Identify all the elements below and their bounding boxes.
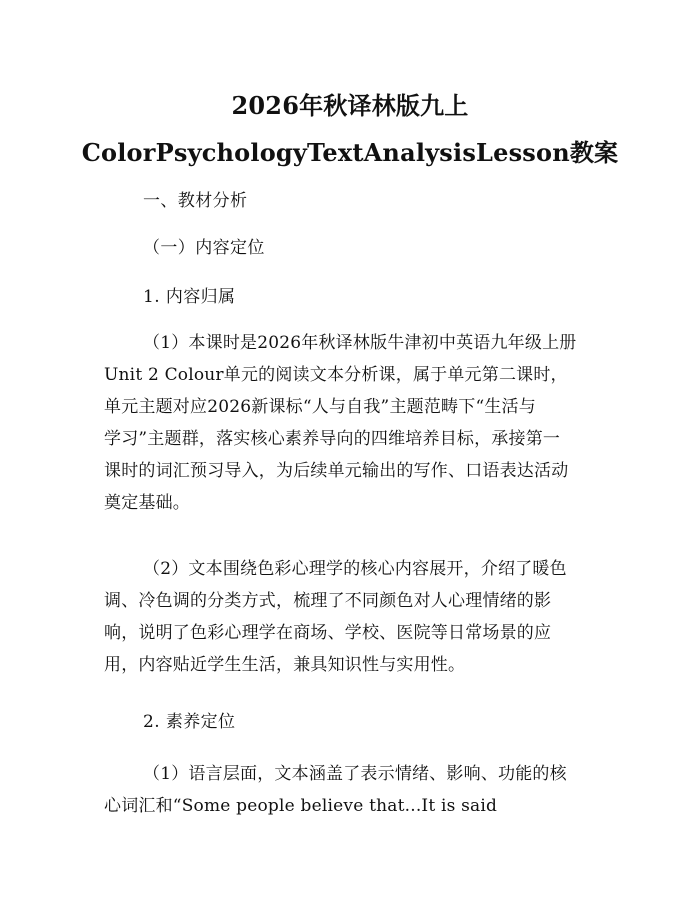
paragraph-line: 学习”主题群，落实核心素养导向的四维培养目标，承接第一 <box>104 429 561 449</box>
paragraph-line: （1）本课时是2026年秋译林版牛津初中英语九年级上册 <box>143 333 577 353</box>
item-heading-content-attribution: 1. 内容归属 <box>143 287 236 307</box>
paragraph-line: 用，内容贴近学生生活，兼具知识性与实用性。 <box>104 655 466 675</box>
paragraph-text-summary <box>104 553 598 681</box>
document-title-line-1: 2026年秋译林版九上 <box>231 91 469 120</box>
paragraph-line: 单元主题对应2026新课标“人与自我”主题范畴下“生活与 <box>104 397 536 417</box>
paragraph-line: 心词汇和“Some people believe that...It is said <box>104 796 498 816</box>
paragraph-line: Unit 2 Colour单元的阅读文本分析课，属于单元第二课时， <box>104 365 568 385</box>
paragraph-line: 奠定基础。 <box>104 493 190 513</box>
section-heading-textbook-analysis: 一、教材分析 <box>143 191 248 211</box>
paragraph-language-level <box>104 758 598 822</box>
subsection-heading-content-positioning: （一）内容定位 <box>143 238 265 258</box>
item-heading-literacy-positioning: 2. 素养定位 <box>143 712 236 732</box>
paragraph-line: （2）文本围绕色彩心理学的核心内容展开，介绍了暖色 <box>143 559 567 579</box>
paragraph-line: （1）语言层面，文本涵盖了表示情绪、影响、功能的核 <box>143 764 567 784</box>
paragraph-content-attribution <box>104 327 598 519</box>
document-title-line-2: ColorPsychologyTextAnalysisLesson教案 <box>81 138 619 167</box>
paragraph-line: 响，说明了色彩心理学在商场、学校、医院等日常场景的应 <box>104 623 552 643</box>
paragraph-line: 调、冷色调的分类方式，梳理了不同颜色对人心理情绪的影 <box>104 591 552 611</box>
paragraph-line: 课时的词汇预习导入，为后续单元输出的写作、口语表达活动 <box>104 461 569 481</box>
